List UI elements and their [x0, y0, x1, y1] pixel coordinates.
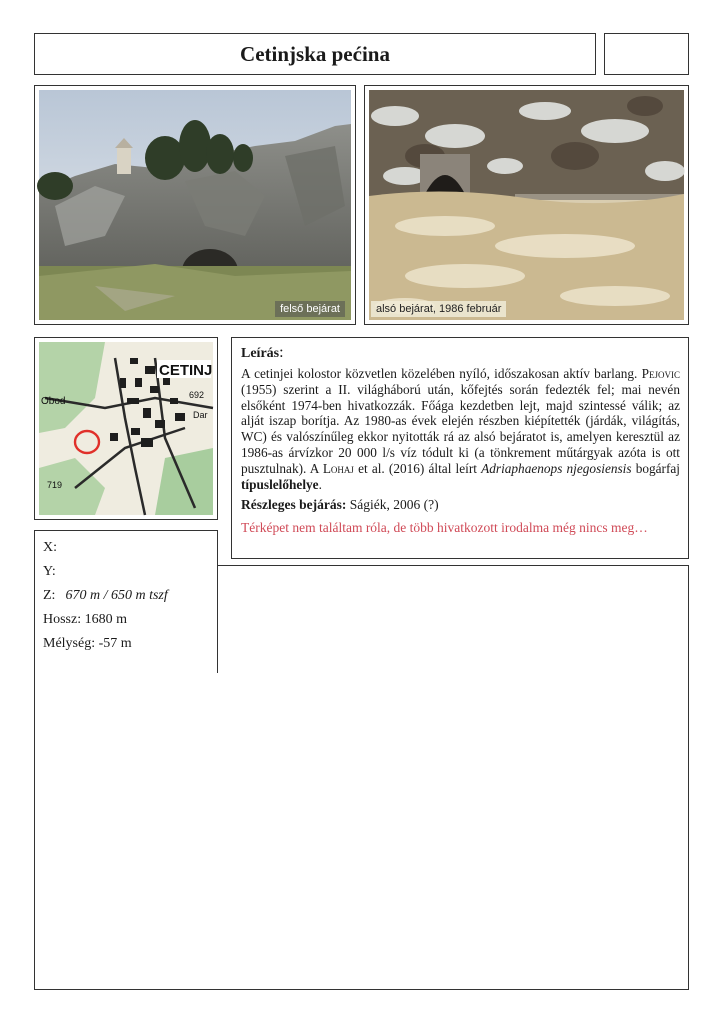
lower-entrance-photo	[364, 85, 689, 325]
author-lohaj: Lohaj	[322, 460, 354, 476]
upper-entrance-image	[35, 86, 355, 324]
lower-entrance-image	[365, 86, 688, 324]
lower-entrance-caption: alsó bejárat, 1986 február	[371, 301, 506, 317]
survey-value: Ságiék, 2006 (?)	[349, 497, 439, 513]
upper-entrance-caption: felső bejárat	[275, 301, 345, 317]
id-box	[604, 33, 689, 75]
map-town-label: CETINJ	[159, 362, 213, 379]
page-title: Cetinjska pećina	[240, 41, 390, 66]
species-name: Adriaphaenops njegosiensis	[481, 460, 632, 476]
coordinates-box	[34, 530, 218, 674]
map-label-692: 692	[189, 390, 205, 400]
map-image	[35, 338, 217, 519]
map-label-719: 719	[47, 480, 63, 490]
coord-y: Y:	[43, 564, 56, 579]
description-text: A cetinjei kolostor közvetlen közelében nyíló, időszakosan aktív barlang. Pejovic (1955) szerint a II. világháború után, kőfejtés során fedezték fel; mai nevén elsőként 1974-ben hivatkozzák. Főága kezdetben lejt, majd szintessé válik; az alját iszap borítja. Az 1980-as évek elején részben kiépítették (járdák, világítás, WC) és valószínűleg ekkor nyitották rá az alsó bejáratot is, amelyen keresztül az 1986-as árvízkor 20 000 l/s víz tódult ki (a tönkrement műtárgyak azóta is ott pusztulnak). A Lohaj et al. (2016) által leírt Adriaphaenops njegosiensis bogárfaj típuslelőhelye.	[241, 366, 681, 492]
cave-depth: Mélység: -57 m	[43, 636, 132, 651]
coord-z: Z: 670 m / 650 m tszf	[43, 588, 168, 603]
title-box	[34, 33, 596, 75]
map-label-dar: Dar	[193, 410, 208, 420]
survey-label: Részleges bejárás	[241, 497, 342, 513]
survey-map-area-lower	[34, 673, 689, 990]
map-note: Térképet nem találtam róla, de több hivatkozott irodalma még nincs meg…	[241, 520, 648, 536]
author-pejovic: Pejovic	[641, 366, 681, 381]
description-heading: Leírás	[241, 346, 280, 361]
map-label-obod: Obod	[41, 396, 66, 407]
type-locality: típuslelőhelye	[241, 476, 319, 492]
location-map	[34, 337, 218, 520]
survey-line: Részleges bejárás: Ságiék, 2006 (?)	[241, 497, 439, 513]
description-box: Leírás: A cetinjei kolostor közvetlen közelében nyíló, időszakosan aktív barlang. Pejovic (1955) szerint a II. világháború után, kőfejtés során fedezték fel; mai nevén elsőként 1974-ben hivatkozzák. Főága kezdetben lejt, majd szintessé válik; az alját iszap borítja. Az 1980-as évek elején részben kiépítették (járdák, világítás, WC) és valószínűleg ekkor nyitották rá az alsó bejáratot is, amelyen keresztül az 1986-as árvízkor 20 000 l/s víz tódult ki (a tönkrement műtárgyak azóta is ott pusztulnak). A Lohaj et al. (2016) által leírt Adriaphaenops njegosiensis bogárfaj típuslelőhelye. Részleges bejárás: Ságiék, 2006 (?) Térképet nem találtam róla, de több hivatkozott irodalma még nincs meg…	[231, 337, 689, 559]
cave-length: Hossz: 1680 m	[43, 612, 127, 627]
upper-entrance-photo	[34, 85, 356, 325]
coord-x: X:	[43, 540, 57, 555]
